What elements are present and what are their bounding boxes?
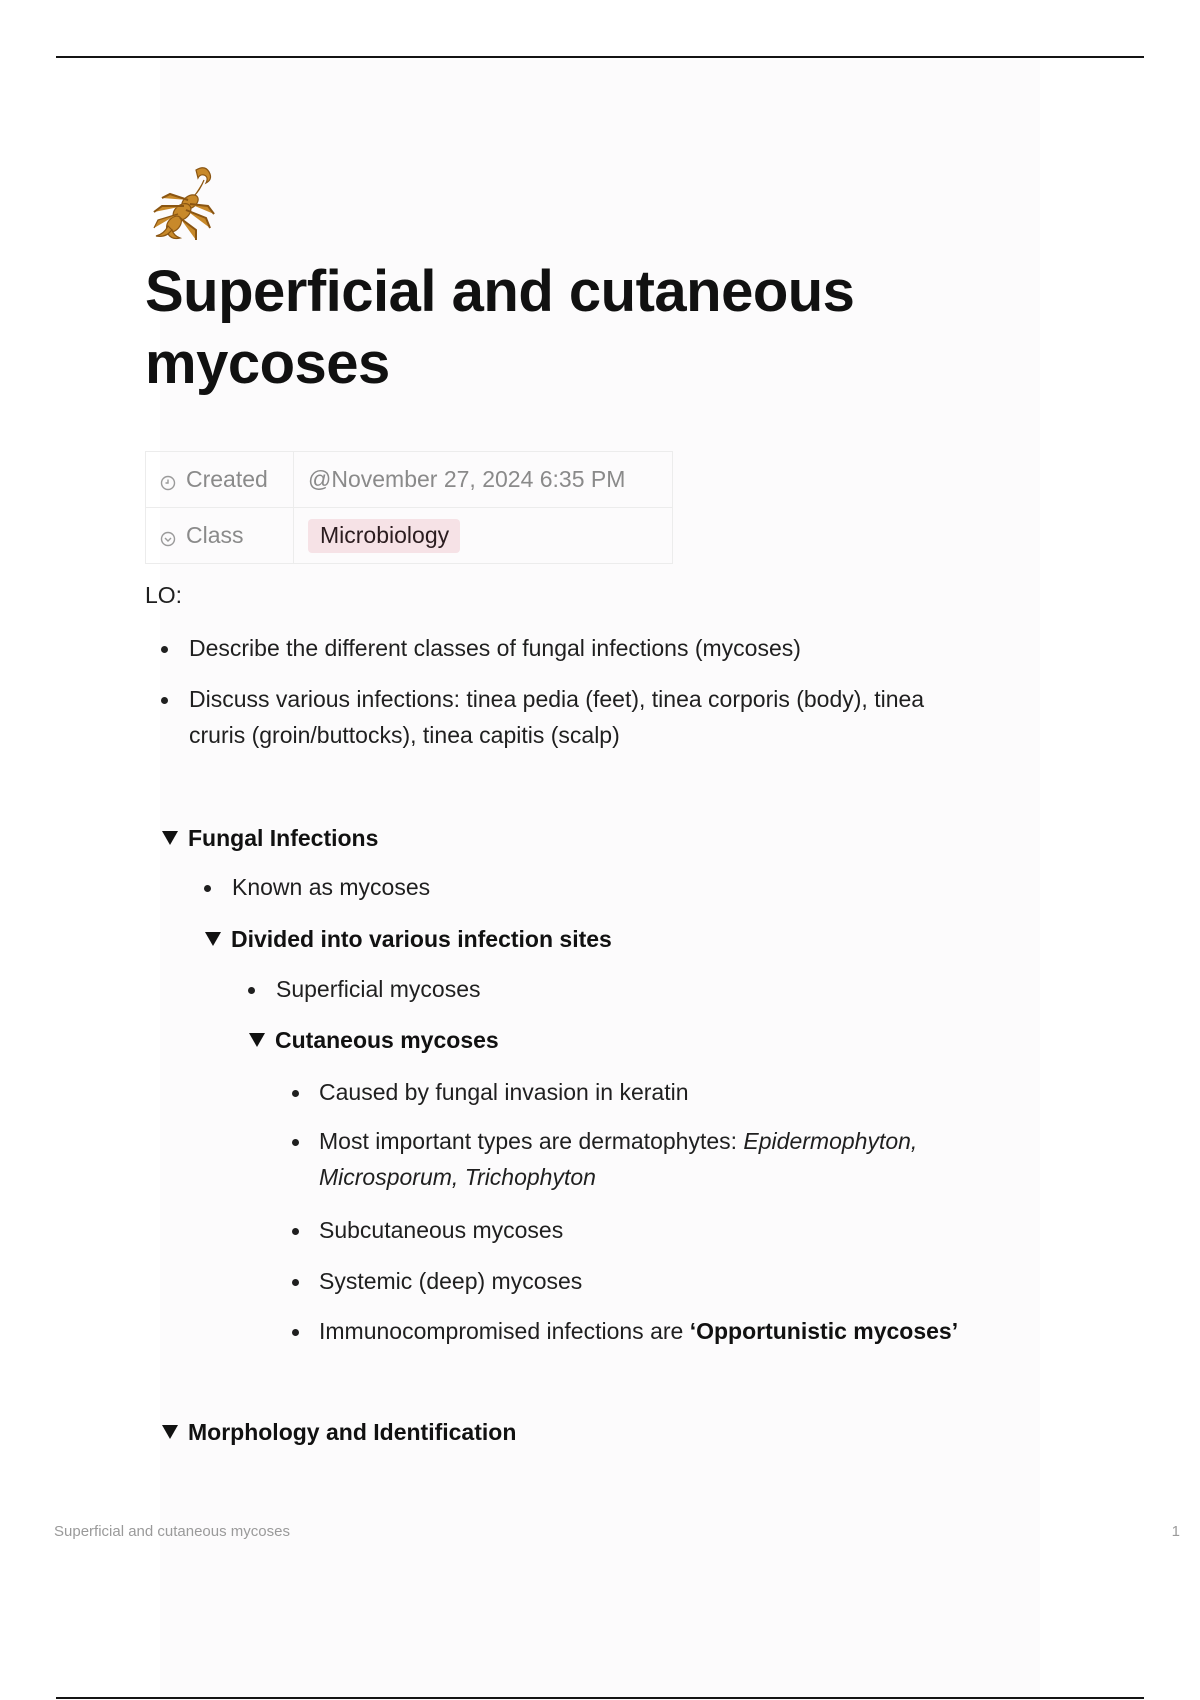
lo-item-2-line2: cruris (groin/buttocks), tinea capitis (scalp): [189, 722, 620, 748]
bullet-dot: [292, 1090, 299, 1097]
select-chevron-icon: [160, 531, 176, 547]
bullet-dot: [204, 885, 211, 892]
toggle-cutaneous-mycoses[interactable]: Cutaneous mycoses: [275, 1027, 499, 1053]
immuno-bold: ‘Opportunistic mycoses’: [689, 1318, 959, 1344]
footer-title: Superficial and cutaneous mycoses: [54, 1523, 290, 1540]
toggle-arrow-icon[interactable]: [249, 1033, 265, 1047]
scorpion-icon: [144, 160, 234, 246]
toggle-arrow-icon[interactable]: [162, 831, 178, 845]
list-item-systemic: Systemic (deep) mycoses: [319, 1268, 583, 1294]
immuno-prefix: Immunocompromised infections are: [319, 1318, 690, 1344]
lo-item-2-line1: Discuss various infections: tinea pedia (feet), tinea corporis (body), tinea: [189, 686, 925, 712]
list-item-dermatophytes-line2: Microsporum, Trichophyton: [319, 1164, 596, 1190]
property-key-class: [146, 508, 294, 564]
class-label: Class: [186, 522, 244, 548]
clock-icon: [160, 475, 176, 491]
toggle-divided-sites[interactable]: Divided into various infection sites: [231, 926, 612, 952]
list-item-subcutaneous: Subcutaneous mycoses: [319, 1217, 564, 1243]
bullet-dot: [248, 987, 255, 994]
list-item-dermatophytes-line1: [319, 1123, 917, 1159]
page-title: Superficial and cutaneous mycoses: [145, 259, 855, 396]
list-item-superficial: Superficial mycoses: [276, 976, 481, 1002]
property-class: [146, 508, 673, 564]
bullet-dot: [292, 1279, 299, 1286]
list-item-caused-by: Caused by fungal invasion in keratin: [319, 1079, 689, 1105]
bottom-rule: [56, 1697, 1144, 1699]
property-key-created: [146, 452, 294, 508]
bullet-dot: [292, 1329, 299, 1336]
bullet-dot: [161, 697, 168, 704]
created-label: Created: [186, 466, 268, 492]
bullet-dot: [161, 646, 168, 653]
toggle-arrow-icon[interactable]: [162, 1425, 178, 1439]
top-rule: [56, 56, 1144, 58]
properties-table: [145, 451, 673, 564]
lo-heading: LO:: [145, 582, 183, 608]
dermatophytes-genera-1: Epidermophyton,: [743, 1128, 918, 1154]
lo-item-1: Describe the different classes of fungal infections (mycoses): [189, 635, 801, 661]
class-value-cell[interactable]: [294, 508, 673, 564]
toggle-arrow-icon[interactable]: [205, 932, 221, 946]
page-number: 1: [1171, 1523, 1180, 1540]
bullet-dot: [292, 1139, 299, 1146]
property-created: [146, 452, 673, 508]
created-value[interactable]: @November 27, 2024 6:35 PM: [294, 452, 673, 508]
list-item-known-as: Known as mycoses: [232, 874, 431, 900]
class-tag[interactable]: Microbiology: [308, 519, 460, 553]
bullet-dot: [292, 1228, 299, 1235]
toggle-fungal-infections[interactable]: Fungal Infections: [188, 825, 379, 851]
dermatophytes-prefix: Most important types are dermatophytes:: [319, 1128, 744, 1154]
toggle-morphology[interactable]: Morphology and Identification: [188, 1419, 517, 1445]
list-item-immunocompromised: [319, 1313, 958, 1349]
